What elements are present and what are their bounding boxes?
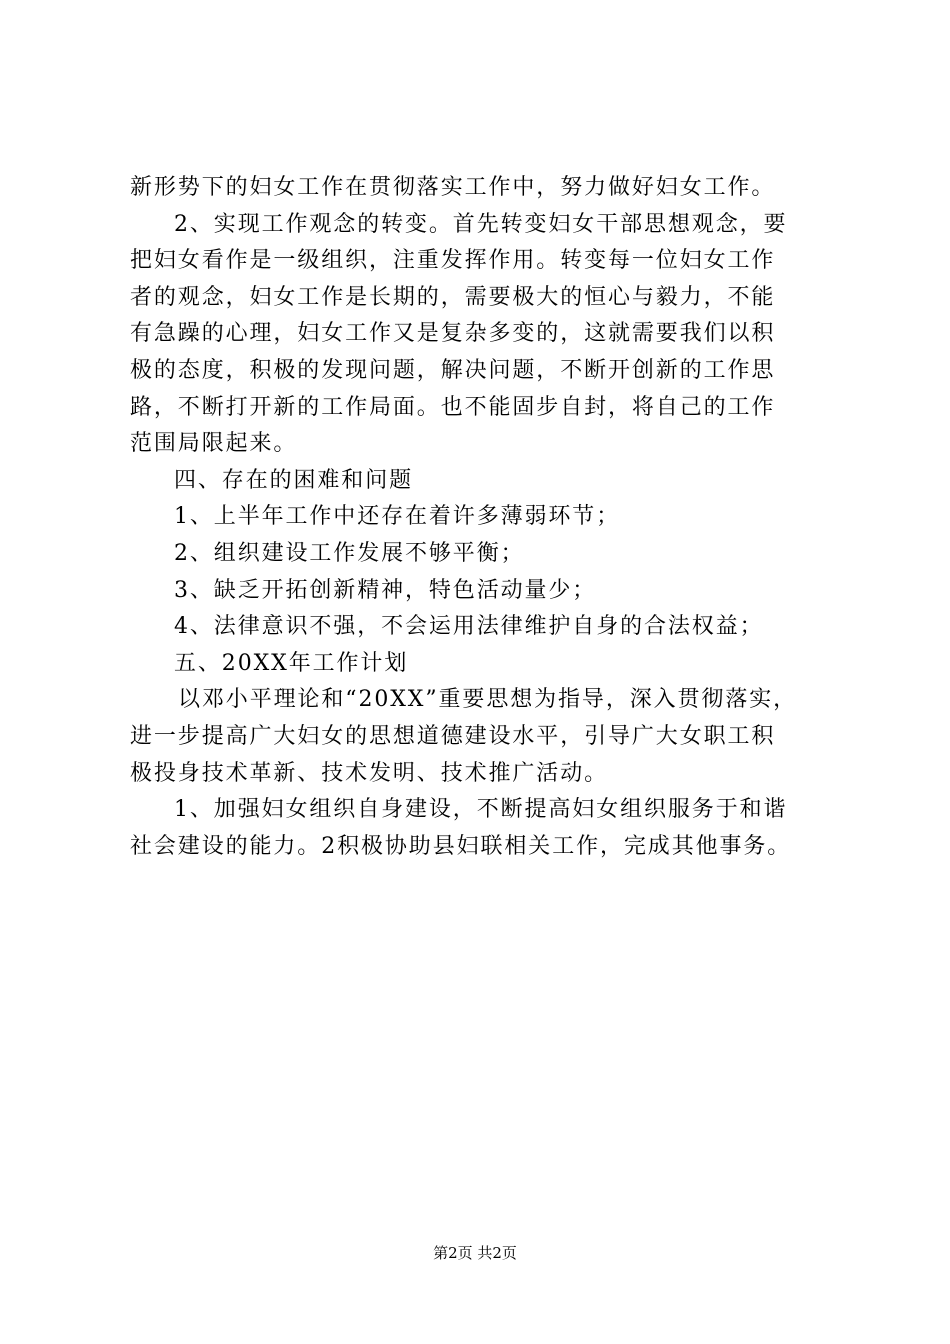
- text-line: 进一步提高广大妇女的思想道德建设水平，引导广大女职工积: [130, 723, 776, 749]
- list-item: 3、缺乏开拓创新精神，特色活动量少；: [174, 577, 597, 603]
- text-line: 有急躁的心理，妇女工作又是复杂多变的，这就需要我们以积: [130, 321, 776, 347]
- section-heading: 四、存在的困难和问题: [174, 467, 414, 493]
- text-line: 新形势下的妇女工作在贯彻落实工作中，努力做好妇女工作。: [130, 175, 776, 200]
- list-item: 2、组织建设工作发展不够平衡；: [174, 540, 525, 566]
- text-line: 范围局限起来。: [130, 431, 298, 457]
- document-body: [130, 170, 830, 865]
- text-line: 以邓小平理论和“20XX”重要思想为指导，深入贯彻落实，: [178, 687, 798, 713]
- text-line: 极投身技术革新、技术发明、技术推广活动。: [130, 760, 609, 786]
- text-line: 路，不断打开新的工作局面。也不能固步自封，将自己的工作: [130, 394, 776, 420]
- text-line: 把妇女看作是一级组织，注重发挥作用。转变每一位妇女工作: [130, 248, 776, 274]
- page-number: 第2页 共2页: [433, 1244, 517, 1262]
- text-line: 2、实现工作观念的转变。首先转变妇女干部思想观念，要: [174, 211, 788, 237]
- section-heading: 五、20XX年工作计划: [174, 650, 409, 676]
- list-item: 4、法律意识不强，不会运用法律维护自身的合法权益；: [174, 614, 764, 640]
- list-item: 1、上半年工作中还存在着许多薄弱环节；: [174, 504, 621, 530]
- text-line: 社会建设的能力。2积极协助县妇联相关工作，完成其他事务。: [130, 833, 792, 859]
- text-line: 极的态度，积极的发现问题，解决问题，不断开创新的工作思: [130, 357, 776, 383]
- text-line: 者的观念，妇女工作是长期的，需要极大的恒心与毅力，不能: [130, 284, 776, 310]
- text-line: 1、加强妇女组织自身建设，不断提高妇女组织服务于和谐: [174, 797, 788, 823]
